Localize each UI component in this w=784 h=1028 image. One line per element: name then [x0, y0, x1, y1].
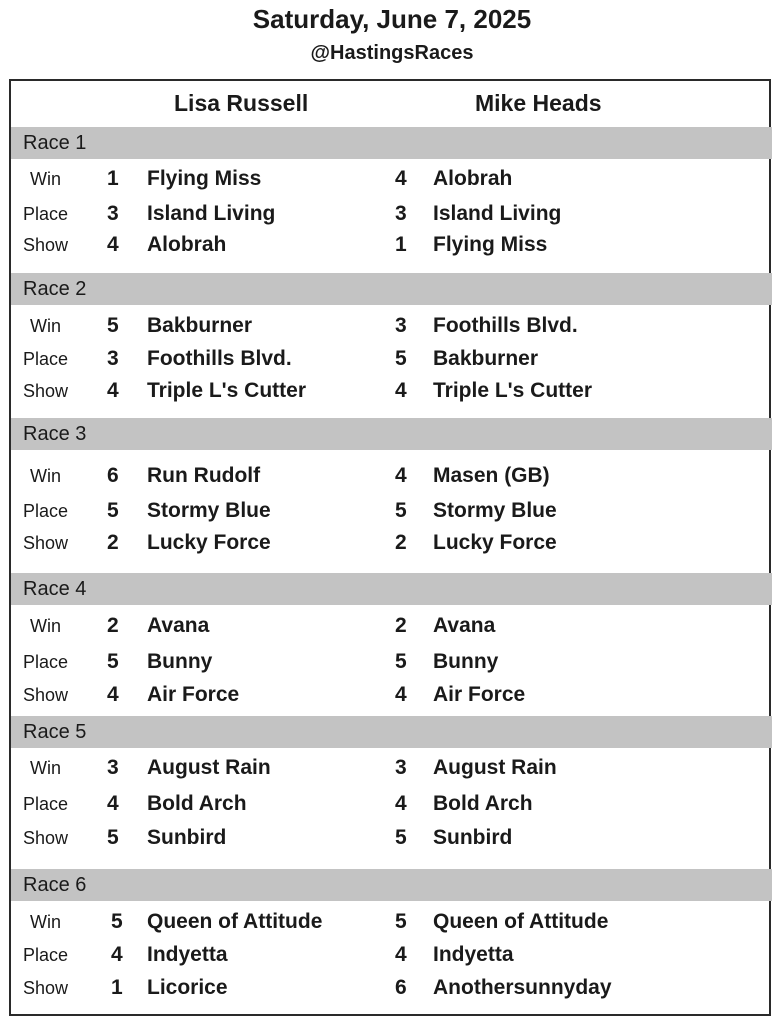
- mike-horse-name: Lucky Force: [433, 531, 557, 554]
- lisa-program-number: 5: [107, 650, 119, 673]
- mike-horse-name: Island Living: [433, 202, 562, 225]
- lisa-horse-name: August Rain: [147, 756, 271, 779]
- pick-row-place: [11, 939, 772, 969]
- mike-program-number: 4: [395, 379, 407, 402]
- pick-row-show: [11, 527, 772, 557]
- lisa-program-number: 4: [111, 943, 123, 966]
- finish-position: Show: [23, 685, 69, 705]
- pick-row-win: [11, 906, 772, 936]
- mike-horse-name: Stormy Blue: [433, 499, 557, 522]
- lisa-program-number: 5: [107, 826, 119, 849]
- pick-row-place: [11, 788, 772, 818]
- finish-position: Place: [23, 652, 69, 672]
- lisa-horse-name: Flying Miss: [147, 167, 262, 190]
- race-header-bar: [11, 573, 772, 605]
- lisa-horse-name: Stormy Blue: [147, 499, 271, 522]
- pick-row-show: [11, 229, 772, 259]
- lisa-horse-name: Air Force: [147, 683, 240, 706]
- race-name: Race 1: [23, 132, 87, 154]
- mike-program-number: 1: [395, 233, 407, 256]
- mike-program-number: 5: [395, 910, 407, 933]
- pick-row-show: [11, 972, 772, 1002]
- race-header-bar: [11, 273, 772, 305]
- race-name: Race 6: [23, 874, 87, 896]
- mike-program-number: 3: [395, 314, 407, 337]
- lisa-program-number: 4: [107, 379, 119, 402]
- mike-program-number: 4: [395, 683, 407, 706]
- lisa-horse-name: Bold Arch: [147, 792, 247, 815]
- pick-row-win: [11, 163, 772, 193]
- race-name: Race 3: [23, 423, 87, 445]
- lisa-horse-name: Island Living: [147, 202, 276, 225]
- finish-position: Win: [30, 912, 61, 932]
- mike-program-number: 5: [395, 347, 407, 370]
- mike-program-number: 5: [395, 499, 407, 522]
- finish-position: Win: [30, 316, 61, 336]
- pick-row-show: [11, 679, 772, 709]
- race-header-bar: [11, 716, 772, 748]
- finish-position: Win: [30, 466, 61, 486]
- lisa-horse-name: Foothills Blvd.: [147, 347, 292, 370]
- pick-row-place: [11, 198, 772, 228]
- mike-horse-name: Alobrah: [433, 167, 513, 190]
- mike-horse-name: Sunbird: [433, 826, 513, 849]
- pick-row-win: [11, 460, 772, 490]
- pick-row-place: [11, 495, 772, 525]
- finish-position: Place: [23, 501, 69, 521]
- finish-position: Show: [23, 235, 69, 255]
- lisa-program-number: 4: [107, 233, 119, 256]
- mike-horse-name: Bunny: [433, 650, 499, 673]
- mike-horse-name: Queen of Attitude: [433, 910, 609, 933]
- pick-row-show: [11, 375, 772, 405]
- mike-program-number: 2: [395, 614, 407, 637]
- finish-position: Win: [30, 169, 61, 189]
- column-header-handicapper-1: Lisa Russell: [174, 90, 309, 116]
- lisa-program-number: 2: [107, 614, 119, 637]
- mike-horse-name: Avana: [433, 614, 496, 637]
- finish-position: Win: [30, 758, 61, 778]
- lisa-horse-name: Bunny: [147, 650, 213, 673]
- mike-program-number: 4: [395, 464, 407, 487]
- race-name: Race 4: [23, 578, 87, 600]
- mike-horse-name: Bakburner: [433, 347, 539, 370]
- mike-horse-name: August Rain: [433, 756, 557, 779]
- lisa-horse-name: Licorice: [147, 976, 228, 999]
- mike-horse-name: Anothersunnyday: [433, 976, 612, 999]
- pick-row-place: [11, 646, 772, 676]
- lisa-program-number: 5: [111, 910, 123, 933]
- lisa-horse-name: Run Rudolf: [147, 464, 261, 487]
- mike-horse-name: Flying Miss: [433, 233, 548, 256]
- lisa-horse-name: Indyetta: [147, 943, 228, 966]
- mike-program-number: 3: [395, 756, 407, 779]
- race-header-bar: [11, 418, 772, 450]
- lisa-program-number: 3: [107, 347, 119, 370]
- lisa-program-number: 3: [107, 756, 119, 779]
- page-title: Saturday, June 7, 2025: [252, 4, 532, 34]
- mike-program-number: 3: [395, 202, 407, 225]
- finish-position: Place: [23, 204, 69, 224]
- mike-program-number: 4: [395, 792, 407, 815]
- lisa-horse-name: Lucky Force: [147, 531, 271, 554]
- lisa-horse-name: Alobrah: [147, 233, 227, 256]
- mike-program-number: 5: [395, 826, 407, 849]
- pick-row-win: [11, 752, 772, 782]
- mike-horse-name: Air Force: [433, 683, 526, 706]
- lisa-program-number: 4: [107, 792, 119, 815]
- mike-horse-name: Masen (GB): [433, 464, 550, 487]
- mike-program-number: 4: [395, 943, 407, 966]
- finish-position: Show: [23, 533, 69, 553]
- lisa-program-number: 2: [107, 531, 119, 554]
- mike-program-number: 4: [395, 167, 407, 190]
- race-name: Race 2: [23, 278, 87, 300]
- finish-position: Place: [23, 349, 69, 369]
- finish-position: Show: [23, 978, 69, 998]
- finish-position: Show: [23, 828, 69, 848]
- pick-row-place: [11, 343, 772, 373]
- mike-program-number: 5: [395, 650, 407, 673]
- mike-horse-name: Foothills Blvd.: [433, 314, 578, 337]
- lisa-horse-name: Queen of Attitude: [147, 910, 323, 933]
- lisa-horse-name: Bakburner: [147, 314, 253, 337]
- lisa-program-number: 5: [107, 314, 119, 337]
- mike-horse-name: Triple L's Cutter: [433, 379, 593, 402]
- lisa-program-number: 6: [107, 464, 119, 487]
- lisa-horse-name: Triple L's Cutter: [147, 379, 307, 402]
- pick-row-win: [11, 610, 772, 640]
- race-header-bar: [11, 869, 772, 901]
- lisa-program-number: 5: [107, 499, 119, 522]
- lisa-horse-name: Avana: [147, 614, 210, 637]
- lisa-program-number: 3: [107, 202, 119, 225]
- mike-horse-name: Indyetta: [433, 943, 514, 966]
- finish-position: Show: [23, 381, 69, 401]
- finish-position: Win: [30, 616, 61, 636]
- mike-horse-name: Bold Arch: [433, 792, 533, 815]
- lisa-program-number: 1: [111, 976, 123, 999]
- lisa-program-number: 1: [107, 167, 119, 190]
- mike-program-number: 6: [395, 976, 407, 999]
- column-header-handicapper-2: Mike Heads: [475, 90, 602, 116]
- lisa-program-number: 4: [107, 683, 119, 706]
- pick-row-show: [11, 822, 772, 852]
- pick-row-win: [11, 310, 772, 340]
- social-handle: @HastingsRaces: [310, 42, 474, 64]
- race-header-bar: [11, 127, 772, 159]
- lisa-horse-name: Sunbird: [147, 826, 227, 849]
- finish-position: Place: [23, 945, 69, 965]
- finish-position: Place: [23, 794, 69, 814]
- mike-program-number: 2: [395, 531, 407, 554]
- race-name: Race 5: [23, 721, 87, 743]
